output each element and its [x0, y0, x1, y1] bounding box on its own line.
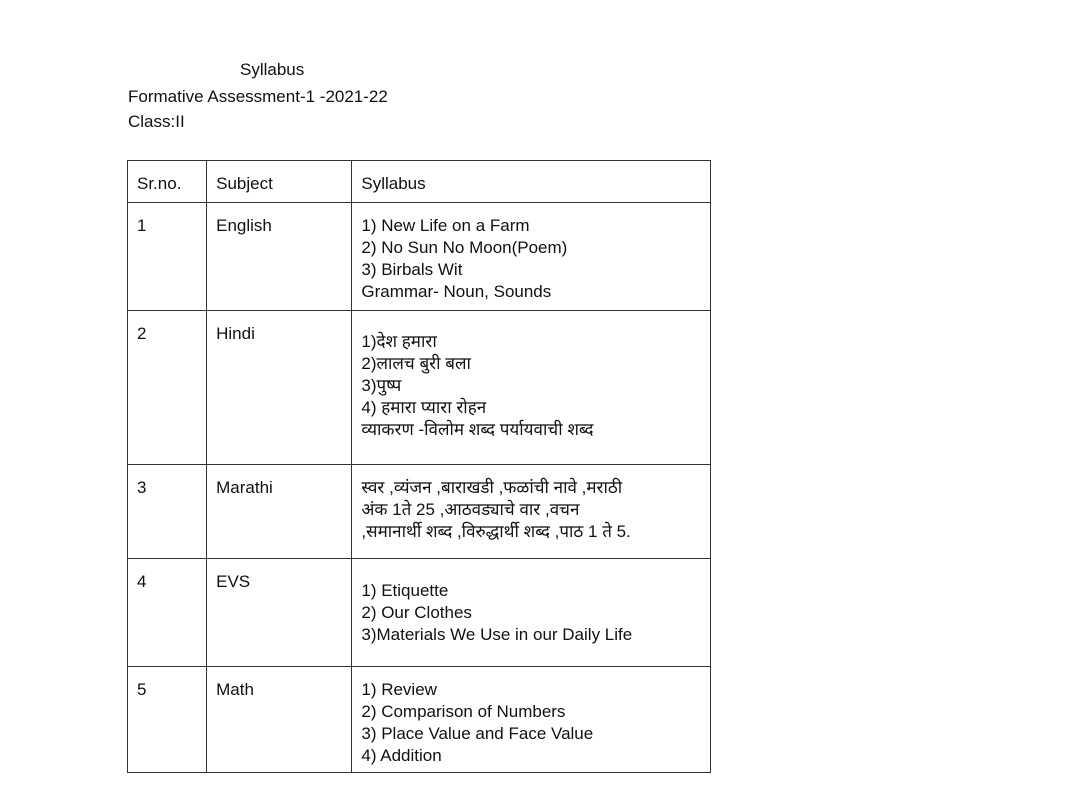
syllabus-line: 2) Comparison of Numbers [361, 702, 566, 721]
table-row [128, 559, 711, 667]
header-syllabus: Syllabus [352, 161, 711, 203]
syllabus-line: अंक 1ते 25 ,आठवड्याचे वार ,वचन [361, 500, 580, 519]
syllabus-line: 4) Addition [361, 746, 442, 765]
document-title: Syllabus [240, 60, 305, 79]
assessment-subtitle: Formative Assessment-1 -2021-22 [128, 87, 388, 106]
syllabus-line: 1) New Life on a Farm [361, 216, 530, 235]
syllabus-line: व्याकरण -विलोम शब्द पर्यायवाची शब्द [361, 420, 594, 439]
table-row [128, 203, 711, 311]
syllabus-line: 1) Review [361, 680, 437, 699]
syllabus-cell [352, 203, 711, 311]
syllabus-line: 1) Etiquette [361, 581, 449, 600]
sr-no-cell: 3 [128, 465, 207, 559]
syllabus-line: Grammar- Noun, Sounds [361, 282, 552, 301]
table-row [128, 311, 711, 465]
syllabus-line: 3) Birbals Wit [361, 260, 463, 279]
subject-cell: Hindi [207, 311, 352, 465]
header-subject: Subject [207, 161, 352, 203]
syllabus-line: ,समानार्थी शब्द ,विरुद्धार्थी शब्द ,पाठ 1 ते 5. [361, 522, 631, 541]
table-row [128, 465, 711, 559]
syllabus-cell [352, 311, 711, 465]
sr-no-cell: 2 [128, 311, 207, 465]
syllabus-cell [352, 667, 711, 773]
sr-no-cell: 4 [128, 559, 207, 667]
class-label: Class:II [128, 112, 185, 131]
sr-no-cell: 5 [128, 667, 207, 773]
syllabus-line: 2) Our Clothes [361, 603, 472, 622]
syllabus-line: 1)देश हमारा [361, 332, 437, 351]
syllabus-line: 3)Materials We Use in our Daily Life [361, 625, 633, 644]
syllabus-table [127, 160, 711, 773]
table-header-row [128, 161, 711, 203]
subject-cell: Math [207, 667, 352, 773]
header-sr-no: Sr.no. [128, 161, 207, 203]
syllabus-line: स्वर ,व्यंजन ,बाराखडी ,फळांची नावे ,मराठी [361, 478, 623, 497]
syllabus-cell [352, 559, 711, 667]
table-row [128, 667, 711, 773]
syllabus-line: 2)लालच बुरी बला [361, 354, 471, 373]
sr-no-cell: 1 [128, 203, 207, 311]
subject-cell: EVS [207, 559, 352, 667]
syllabus-line: 3)पुष्प [361, 376, 402, 395]
syllabus-line: 3) Place Value and Face Value [361, 724, 594, 743]
syllabus-cell [352, 465, 711, 559]
subject-cell: English [207, 203, 352, 311]
syllabus-line: 2) No Sun No Moon(Poem) [361, 238, 568, 257]
subject-cell: Marathi [207, 465, 352, 559]
syllabus-line: 4) हमारा प्यारा रोहन [361, 398, 487, 417]
